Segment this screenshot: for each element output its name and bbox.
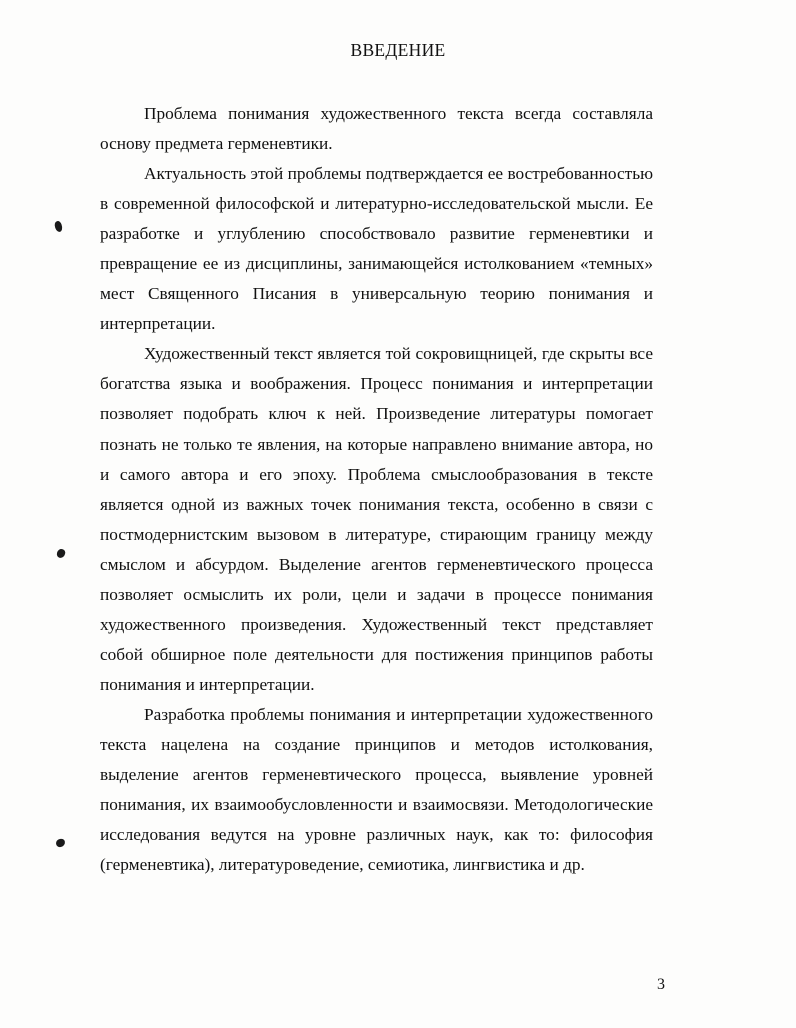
page-number: 3 xyxy=(657,976,665,993)
page-title: ВВЕДЕНИЕ xyxy=(350,40,446,60)
body-text xyxy=(100,99,653,880)
paragraph-1: Проблема понимания художественного текста всегда составляла основу предмета герменевтики. xyxy=(100,104,653,154)
paragraph-4: Разработка проблемы понимания и интерпретации художественного текста нацелена на создание принципов и методов истолкования, выделение агентов герменевтического процесса, выявление уровней понимания, их взаимообусловленности и взаимосвязи. Методологические исследования ведутся на уровне различных наук, как то: философия (герменевтика), литературоведение, семиотика, лингвистика и др. xyxy=(100,704,653,875)
scan-mark xyxy=(55,838,65,847)
scan-mark xyxy=(56,548,66,559)
scan-mark xyxy=(53,220,63,233)
paragraph-2: Актуальность этой проблемы подтверждается ее востребованностью в современной философской и литературно-исследовательской мысли. Ее разработке и углублению способствовало развитие герменевтики и превращение ее из дисциплины, занимающейся истолкованием «темных» мест Священного Писания в универсальную теорию понимания и интерпретации. xyxy=(100,164,653,334)
paragraph-3: Художественный текст является той сокровищницей, где скрыты все богатства языка и воображения. Процесс понимания и интерпретации позволяет подобрать ключ к ней. Произведение литературы помогает познать не только те явления, на которые направлено внимание автора, но и самого автора и его эпоху. Проблема смыслообразования в тексте является одной из важных точек понимания текста, особенно в связи с постмодернистским вызовом в литературе, стирающим границу между смыслом и абсурдом. Выделение агентов герменевтического процесса позволяет осмыслить их роли, цели и задачи в процессе понимания художественного произведения. Художественный текст представляет собой обширное поле деятельности для постижения принципов работы понимания и интерпретации. xyxy=(100,344,653,694)
